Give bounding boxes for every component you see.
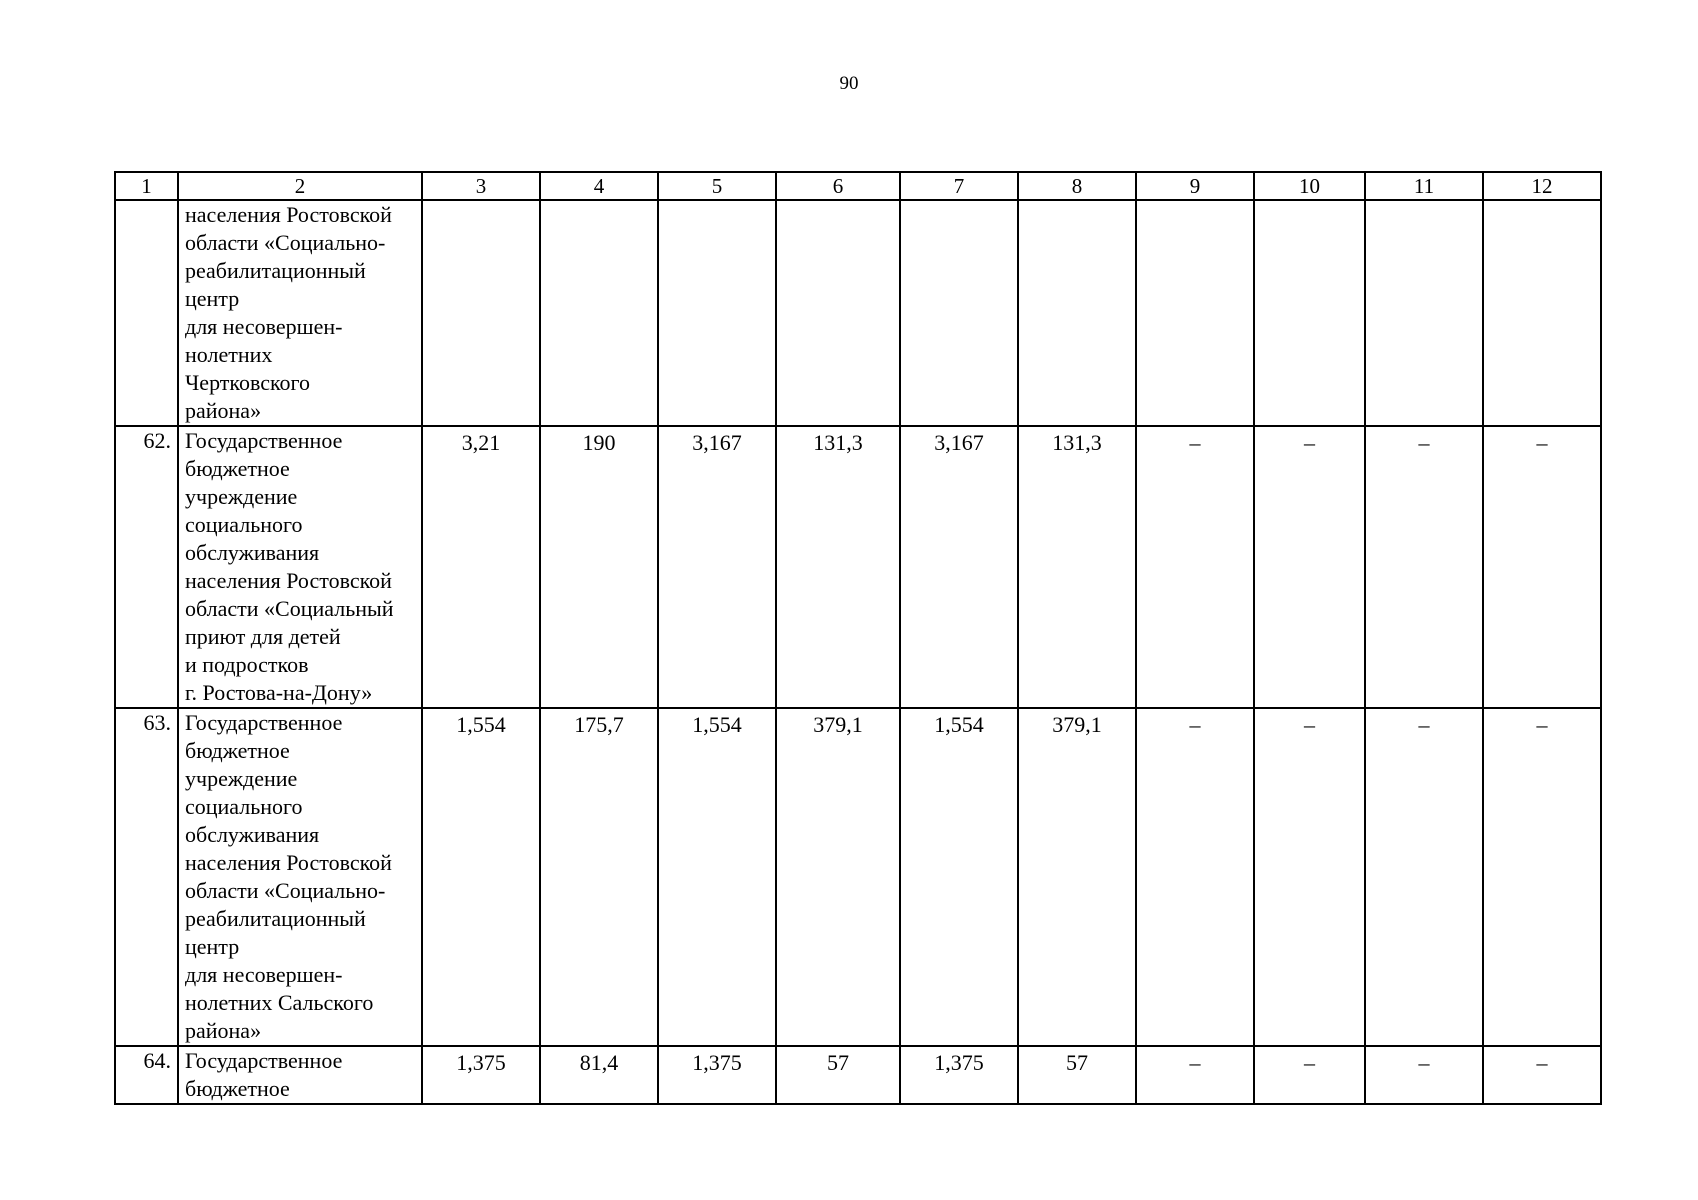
- table-cell: –: [1483, 1046, 1601, 1104]
- institution-name: Государственное бюджетное учреждение социального обслуживания населения Ростовской области «Социальный приют для детей и подростков г. Ростова-на-Дону»: [178, 426, 422, 708]
- table-cell: [900, 200, 1018, 426]
- table-cell: 3,21: [422, 426, 540, 708]
- table-cell: 1,375: [658, 1046, 776, 1104]
- table-row: [115, 708, 1601, 1046]
- table-cell: –: [1254, 426, 1365, 708]
- column-header: 12: [1483, 172, 1601, 200]
- table-cell: –: [1483, 426, 1601, 708]
- table-cell: 1,554: [422, 708, 540, 1046]
- table-cell: –: [1365, 708, 1483, 1046]
- data-table: [114, 171, 1602, 1105]
- institution-name: населения Ростовской области «Социально- реабилитационный центр для несовершен- нолетних Чертковского района»: [178, 200, 422, 426]
- row-number: 63.: [115, 708, 178, 1046]
- column-header: 9: [1136, 172, 1254, 200]
- column-header: 5: [658, 172, 776, 200]
- column-header: 1: [115, 172, 178, 200]
- table-cell: 131,3: [776, 426, 900, 708]
- row-number: 64.: [115, 1046, 178, 1104]
- column-header: 4: [540, 172, 658, 200]
- institution-name: Государственное бюджетное: [178, 1046, 422, 1104]
- row-number: [115, 200, 178, 426]
- table-cell: [1483, 200, 1601, 426]
- table-cell: –: [1483, 708, 1601, 1046]
- column-header: 8: [1018, 172, 1136, 200]
- table-cell: [1365, 200, 1483, 426]
- column-header: 7: [900, 172, 1018, 200]
- table-cell: [422, 200, 540, 426]
- table-cell: 3,167: [658, 426, 776, 708]
- column-header: 6: [776, 172, 900, 200]
- table-cell: 379,1: [776, 708, 900, 1046]
- row-number: 62.: [115, 426, 178, 708]
- table-cell: [1254, 200, 1365, 426]
- table-cell: –: [1254, 1046, 1365, 1104]
- column-header: 10: [1254, 172, 1365, 200]
- table-cell: 57: [1018, 1046, 1136, 1104]
- column-header: 11: [1365, 172, 1483, 200]
- table-row: [115, 1046, 1601, 1104]
- table-cell: 379,1: [1018, 708, 1136, 1046]
- table-cell: [1136, 200, 1254, 426]
- table-cell: [776, 200, 900, 426]
- table-cell: 1,375: [422, 1046, 540, 1104]
- table-cell: 81,4: [540, 1046, 658, 1104]
- table-cell: 1,554: [900, 708, 1018, 1046]
- table-cell: 1,554: [658, 708, 776, 1046]
- table-cell: –: [1365, 426, 1483, 708]
- table-cell: –: [1136, 708, 1254, 1046]
- table-cell: 3,167: [900, 426, 1018, 708]
- table-cell: –: [1136, 1046, 1254, 1104]
- page-number: 90: [839, 73, 859, 94]
- table-cell: 131,3: [1018, 426, 1136, 708]
- column-header: 3: [422, 172, 540, 200]
- institution-name: Государственное бюджетное учреждение социального обслуживания населения Ростовской области «Социально- реабилитационный центр для несовершен- нолетних Сальского района»: [178, 708, 422, 1046]
- table-cell: [540, 200, 658, 426]
- table-cell: 57: [776, 1046, 900, 1104]
- column-header: 2: [178, 172, 422, 200]
- table-cell: –: [1136, 426, 1254, 708]
- table-cell: 175,7: [540, 708, 658, 1046]
- table-cell: 190: [540, 426, 658, 708]
- table-cell: –: [1254, 708, 1365, 1046]
- table-cell: –: [1365, 1046, 1483, 1104]
- table-row: [115, 200, 1601, 426]
- table-cell: [658, 200, 776, 426]
- table-cell: 1,375: [900, 1046, 1018, 1104]
- table-row: [115, 426, 1601, 708]
- table-header-row: [115, 172, 1601, 200]
- table-cell: [1018, 200, 1136, 426]
